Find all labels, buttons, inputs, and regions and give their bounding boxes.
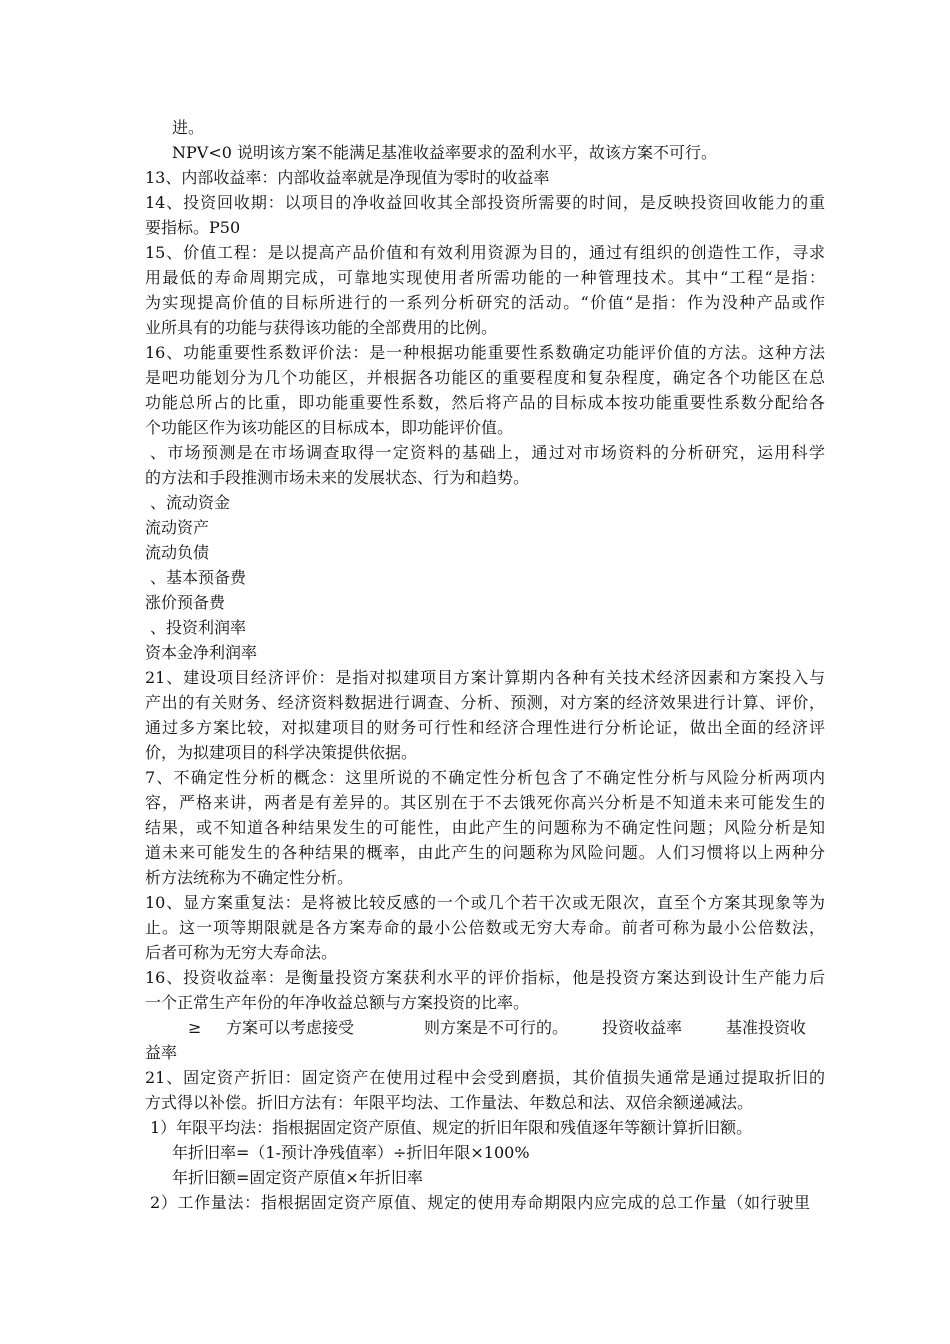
text-line: 容，严格来讲，两者是有差异的。其区别在于不去饿死你高兴分析是不知道未来可能发生的 — [145, 793, 825, 812]
reject-text: 则方案是不可行的。 — [424, 1018, 569, 1037]
text-line: 资本金净利润率 — [145, 643, 258, 662]
text-line: 流动资产 — [145, 518, 210, 537]
text-line: 业所具有的功能与获得该功能的全部费用的比例。 — [145, 318, 498, 337]
text-line: 道未来可能发生的各种结果的概率，由此产生的问题称为风险问题。人们习惯将以上两种分 — [145, 843, 825, 862]
text-line: 21、建设项目经济评价：是指对拟建项目方案计算期内各种有关技术经济因素和方案投入与 — [145, 668, 825, 687]
text-line: 涨价预备费 — [145, 593, 226, 612]
text-line: 7、不确定性分析的概念：这里所说的不确定性分析包含了不确定性分析与风险分析两项内 — [145, 768, 825, 787]
text-line: 2）工作量法：指根据固定资产原值、规定的使用寿命期限内应完成的总工作量（如行驶里 — [150, 1193, 810, 1212]
formula-line: 年折旧额=固定资产原值×年折旧率 — [172, 1168, 423, 1187]
text-line: 进。 — [172, 118, 205, 137]
text-line-heading: 21、固定资产折旧：固定资产在使用过程中会受到磨损，其价值损失通常是通过提取折旧的 — [145, 1068, 825, 1087]
text-line: 流动负债 — [145, 543, 210, 562]
roi-text: 投资收益率 — [602, 1018, 683, 1037]
text-line: 10、显方案重复法：是将被比较反感的一个或几个若干次或无限次，直至个方案其现象等为 — [145, 893, 825, 912]
text-line: 个功能区作为该功能区的目标成本，即功能评价值。 — [145, 418, 514, 437]
text-line: NPV<0 说明该方案不能满足基准收益率要求的盈利水平，故该方案不可行。 — [172, 143, 717, 162]
text-line: 后者可称为无穷大寿命法。 — [145, 943, 338, 962]
text-line: 14、投资回收期：以项目的净收益回收其全部投资所需要的时间，是反映投资回收能力的重 — [145, 193, 825, 212]
benchmark-text: 基准投资收 — [726, 1018, 807, 1037]
text-line: 益率 — [145, 1043, 178, 1062]
text-line: 止。这一项等期限就是各方案寿命的最小公倍数或无穷大寿命。前者可称为最小公倍数法， — [145, 918, 825, 937]
text-line: 析方法统称为不确定性分析。 — [145, 868, 354, 887]
text-line: 用最低的寿命周期完成，可靠地实现使用者所需功能的一种管理技术。其中“工程“是指： — [145, 268, 825, 287]
text-line: 要指标。P50 — [145, 218, 241, 237]
text-line: 的方法和手段推测市场未来的发展状态、行为和趋势。 — [145, 468, 530, 487]
formula-line: 年折旧率=（1-预计净残值率）÷折旧年限×100% — [172, 1143, 530, 1162]
accept-text: 方案可以考虑接受 — [226, 1018, 355, 1037]
text-line: 、流动资金 — [150, 493, 231, 512]
geq-symbol: ≥ — [188, 1018, 202, 1037]
text-line: 15、价值工程：是以提高产品价值和有效利用资源为目的，通过有组织的创造性工作，寻求 — [145, 243, 825, 262]
text-line: 16、投资收益率：是衡量投资方案获利水平的评价指标，他是投资方案达到设计生产能力后 — [145, 968, 825, 987]
text-line: 是吧功能划分为几个功能区，并根据各功能区的重要程度和复杂程度，确定各个功能区在总 — [145, 368, 825, 387]
text-line: 、市场预测是在市场调查取得一定资料的基础上，通过对市场资料的分析研究，运用科学 — [150, 443, 825, 462]
text-line: 通过多方案比较，对拟建项目的财务可行性和经济合理性进行分析论证，做出全面的经济评 — [145, 718, 825, 737]
text-line: 13、内部收益率：内部收益率就是净现值为零时的收益率 — [145, 168, 550, 187]
text-line: 一个正常生产年份的年净收益总额与方案投资的比率。 — [145, 993, 530, 1012]
text-line: 1）年限平均法：指根据固定资产原值、规定的折旧年限和残值逐年等额计算折旧额。 — [150, 1118, 753, 1137]
text-line: 为实现提高价值的目标所进行的一系列分析研究的活动。“价值“是指：作为没种产品或作 — [145, 293, 825, 312]
text-line: 、基本预备费 — [150, 568, 247, 587]
text-line: 16、功能重要性系数评价法：是一种根据功能重要性系数确定功能评价值的方法。这种方法 — [145, 343, 825, 362]
text-line: 方式得以补偿。折旧方法有：年限平均法、工作量法、年数总和法、双倍余额递减法。 — [145, 1093, 754, 1112]
text-line: 产出的有关财务、经济资料数据进行调查、分析、预测，对方案的经济效果进行计算、评价， — [145, 693, 825, 712]
text-line: 结果，或不知道各种结果发生的可能性，由此产生的问题称为不确定性问题；风险分析是知 — [145, 818, 825, 837]
decision-rule-row — [0, 1018, 950, 1040]
text-line: 功能总所占的比重，即功能重要性系数，然后将产品的目标成本按功能重要性系数分配给各 — [145, 393, 825, 412]
text-line: 价，为拟建项目的科学决策提供依据。 — [145, 743, 418, 762]
text-line: 、投资利润率 — [150, 618, 247, 637]
